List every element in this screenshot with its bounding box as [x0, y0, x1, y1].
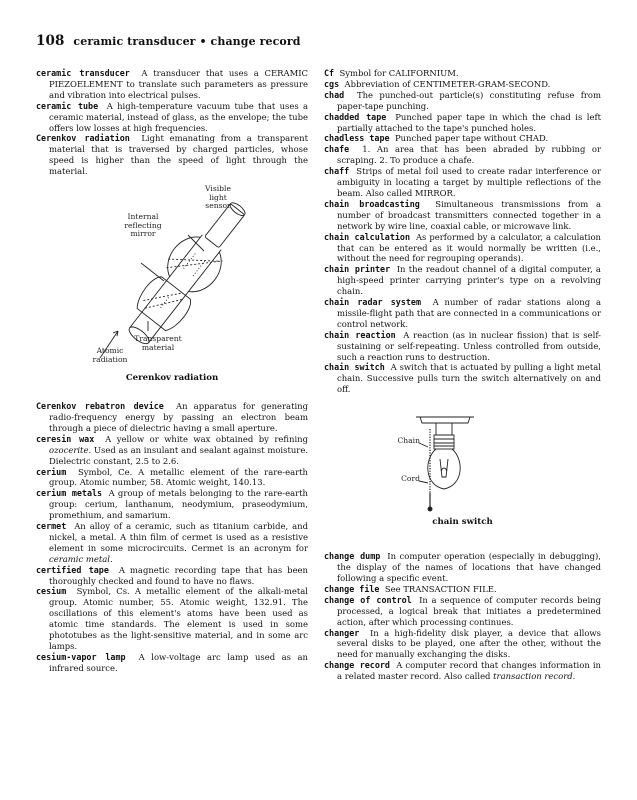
- entry-definition: The punched-out particle(s) constituting refuse from paper-tape punching.: [337, 89, 601, 111]
- entry: [36, 133, 308, 177]
- entry-definition: 1. An area that has been abraded by rubbing or scraping. 2. To produce a chafe.: [337, 144, 601, 166]
- entry-definition: See TRANSACTION FILE.: [384, 583, 497, 594]
- entry: [324, 660, 601, 682]
- entry-term: cermet: [36, 521, 67, 532]
- entry-definition: A switch that is actuated by pulling a light metal chain. Successive pulls turn the switch alternatively on and off.: [337, 362, 601, 395]
- entry-term: Cf: [324, 68, 335, 78]
- entry-definition: A magnetic recording tape that has been thoroughly checked and found to have no flaws.: [49, 564, 308, 586]
- entry-term: chain reaction: [324, 329, 396, 340]
- label-cord: Cord: [401, 474, 420, 484]
- entry: [324, 166, 601, 199]
- entry: [36, 521, 308, 565]
- entry-term: ceresin wax: [36, 433, 95, 444]
- page-number: 108: [36, 33, 65, 49]
- entry-definition: A computer record that changes information in a related master record. Also called: [337, 660, 601, 682]
- entry-term: cerium: [36, 466, 67, 477]
- entry-term: ceramic tube: [36, 100, 99, 111]
- entry-term: change of control: [324, 594, 412, 605]
- entry: [324, 144, 601, 166]
- entry-term: chad: [324, 89, 345, 100]
- right-column: [324, 68, 601, 682]
- entry-term: certified tape: [36, 564, 109, 575]
- entry-definition: In computer operation (especially in debugging), the display of the names of locations that have changed following a specific event.: [337, 551, 601, 583]
- label-transparent-material: Transparent material: [134, 334, 182, 352]
- entry-definition: Abbreviation of CENTIMETER-GRAM-SECOND.: [344, 78, 551, 89]
- entry: [324, 79, 601, 90]
- entry-term: chain broadcasting: [324, 198, 420, 209]
- entry-term: chafe: [324, 144, 350, 155]
- entry-term: changer: [324, 627, 360, 638]
- label-chain: Chain: [397, 436, 420, 446]
- entry: [324, 551, 601, 584]
- entry: [324, 232, 601, 265]
- entry: [36, 565, 308, 587]
- entry: [324, 264, 601, 297]
- entry: [324, 112, 601, 134]
- entry-term: change record: [324, 660, 390, 671]
- entry: [324, 133, 601, 144]
- entry-italic: ceramic metal: [49, 553, 111, 564]
- entry-term: cesium: [36, 586, 67, 597]
- entry-definition-end: .: [572, 671, 576, 682]
- entry-definition: Light emanating from a transparent material that is traversed by charged particles, whose speed is higher than the speed of light through the material.: [49, 133, 308, 177]
- entry-term: change dump: [324, 551, 381, 562]
- entry-definition-end: .: [110, 553, 113, 564]
- entry: [36, 488, 308, 521]
- entry-term: chadless tape: [324, 133, 390, 144]
- entry: [324, 628, 601, 661]
- label-atomic-radiation: Atomic radiation: [92, 346, 128, 364]
- entry-term: chadded tape: [324, 111, 387, 122]
- entry-definition: Punched paper tape in which the chad is left partially attached to the tape's punched holes.: [337, 111, 601, 133]
- entry: [36, 467, 308, 489]
- entry-definition: A number of radar stations along a missile-flight path that are connected in a communications or control network.: [337, 297, 601, 329]
- entry-definition: Symbol, Cs. A metallic element of the alkali-metal group. Atomic number, 55. Atomic weight, 132.91. The oscillations of this element's atoms have been used as atomic time standards. The element is used in some phototubes as the light-sensitive material, and in some arc lamps.: [49, 586, 308, 651]
- entry-term: cerium metals: [36, 488, 103, 499]
- entry: [36, 68, 308, 101]
- entry-definition-end: . Used as an insulant and sealant against moisture. Dielectric constant, 2.5 to 2.6.: [49, 444, 308, 466]
- entry: [324, 68, 601, 79]
- entry-definition: Strips of metal foil used to create radar interference or ambiguity in locating a target by multiple reflections of the beam. Also called MIRROR.: [337, 166, 601, 198]
- entry-term: chain switch: [324, 362, 385, 373]
- entry: [324, 330, 601, 363]
- label-internal-mirror: Internal reflecting mirror: [124, 212, 162, 239]
- entry: [324, 595, 601, 628]
- entry-definition: Simultaneous transmissions from a number of broadcast transmitters connected together in a network by wire line, coaxial cable, or microwave link.: [337, 198, 601, 231]
- entry-definition: An alloy of a ceramic, such as titanium carbide, and nickel, a metal. A thin film of cermet is used as a resistive element in some microcircuits. Cermet is an acronym for: [49, 521, 308, 553]
- entry-definition: In a sequence of computer records being processed, a logical break that initiates a predetermined action, after which processing continues.: [337, 594, 601, 627]
- entry-definition: A reaction (as in nuclear fission) that is self-sustaining or self-repeating. Unless controlled from outside, such a reaction runs to destruction.: [337, 329, 601, 362]
- entry: [324, 199, 601, 232]
- chain-switch-figure: [324, 413, 601, 533]
- entry-term: chain radar system: [324, 297, 422, 308]
- entry: [36, 434, 308, 467]
- entry-definition: In a high-fidelity disk player, a device that allows several disks to be played, one after the other, without the need for manually exchanging the disks.: [337, 627, 601, 660]
- entry: [36, 101, 308, 134]
- entry-term: change file: [324, 583, 380, 594]
- entry-definition: A low-voltage arc lamp used as an infrared source.: [49, 651, 308, 673]
- left-column: [36, 68, 308, 674]
- entry-term: chain calculation: [324, 231, 410, 242]
- entry-italic: transaction record: [493, 671, 573, 682]
- entry-term: Cerenkov radiation: [36, 133, 130, 144]
- entry-definition: An apparatus for generating radio-frequency energy by passing an electron beam through a piece of dielectric having a small aperture.: [49, 401, 308, 433]
- entry-italic: ozocerite: [49, 444, 89, 455]
- label-visible-light-sensor: Visible light sensor: [205, 184, 231, 211]
- entry: [324, 362, 601, 395]
- entry: [36, 586, 308, 651]
- entry-definition: In the readout channel of a digital computer, a high-speed printer carrying printer's type on a revolving chain.: [337, 264, 601, 297]
- entry-definition: A yellow or white wax obtained by refining: [105, 433, 308, 444]
- entry-term: Cerenkov rebatron device: [36, 401, 164, 412]
- entry-term: ceramic transducer: [36, 68, 130, 78]
- entry-definition: As performed by a calculator, a calculation that can be entered as it would normally be written (i.e., without the need for regrouping operands).: [337, 231, 601, 264]
- entry-definition: A transducer that uses a CERAMIC PIEZOELEMENT to translate such parameters as pressure and vibration into electrical pulses.: [49, 68, 308, 100]
- header-title: ceramic transducer • change record: [73, 35, 301, 48]
- entry: [324, 90, 601, 112]
- entry-term: chain printer: [324, 264, 391, 275]
- entry-definition: A group of metals belonging to the rare-earth group: cerium, lanthanum, neodymium, praseodymium, promethium, and samarium.: [49, 488, 308, 521]
- entry-definition: Symbol, Ce. A metallic element of the rare-earth group. Atomic number, 58. Atomic weight, 140.13.: [49, 466, 308, 488]
- chain-switch-illustration: [324, 413, 601, 517]
- figure-caption: chain switch: [432, 517, 493, 528]
- entry: [324, 297, 601, 330]
- entry-term: cesium-vapor lamp: [36, 651, 126, 662]
- entry-definition: A high-temperature vacuum tube that uses a ceramic material, instead of glass, as the envelope; the tube offers low losses at high frequencies.: [49, 100, 308, 133]
- entry-term: chaff: [324, 166, 350, 177]
- entry: [36, 401, 308, 434]
- entry-definition: Symbol for CALIFORNIUM.: [339, 68, 459, 78]
- running-header: [36, 33, 601, 49]
- cerenkov-figure: [36, 183, 308, 391]
- entry: [36, 652, 308, 674]
- entry-term: cgs: [324, 78, 340, 89]
- entry-definition: Punched paper tape without CHAD.: [394, 133, 549, 144]
- figure-caption: Cerenkov radiation: [125, 373, 219, 384]
- entry: [324, 584, 601, 595]
